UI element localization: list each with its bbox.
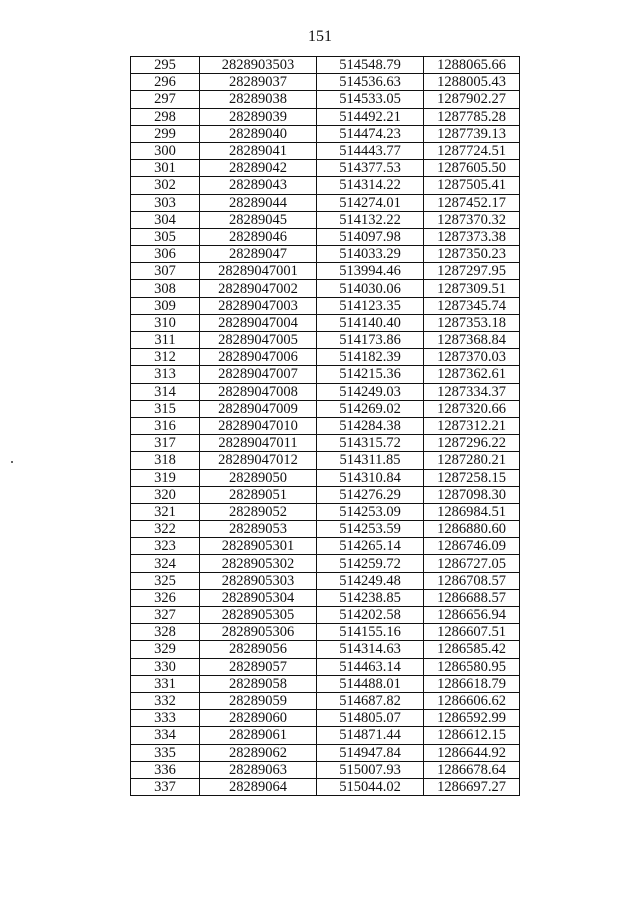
x-coordinate-cell: 514548.79 <box>317 57 424 74</box>
table-row <box>131 400 520 417</box>
x-coordinate-cell: 514033.29 <box>317 246 424 263</box>
point-number-cell: 295 <box>131 57 200 74</box>
point-number-cell: 327 <box>131 607 200 624</box>
point-number-cell: 299 <box>131 125 200 142</box>
table-row <box>131 607 520 624</box>
table-row <box>131 452 520 469</box>
y-coordinate-cell: 1286606.62 <box>424 692 520 709</box>
table-row <box>131 572 520 589</box>
table-row <box>131 332 520 349</box>
x-coordinate-cell: 513994.46 <box>317 263 424 280</box>
point-number-cell: 328 <box>131 624 200 641</box>
point-id-cell: 28289051 <box>200 486 317 503</box>
point-id-cell: 28289037 <box>200 74 317 91</box>
point-number-cell: 331 <box>131 675 200 692</box>
point-number-cell: 325 <box>131 572 200 589</box>
point-number-cell: 319 <box>131 469 200 486</box>
x-coordinate-cell: 514155.16 <box>317 624 424 641</box>
point-id-cell: 28289063 <box>200 761 317 778</box>
table-row <box>131 383 520 400</box>
point-id-cell: 28289040 <box>200 125 317 142</box>
x-coordinate-cell: 514215.36 <box>317 366 424 383</box>
table-row <box>131 417 520 434</box>
point-number-cell: 297 <box>131 91 200 108</box>
point-id-cell: 28289046 <box>200 228 317 245</box>
point-id-cell: 28289047012 <box>200 452 317 469</box>
y-coordinate-cell: 1287362.61 <box>424 366 520 383</box>
y-coordinate-cell: 1287370.03 <box>424 349 520 366</box>
y-coordinate-cell: 1287739.13 <box>424 125 520 142</box>
scan-speck <box>11 461 13 463</box>
point-id-cell: 28289047008 <box>200 383 317 400</box>
y-coordinate-cell: 1287605.50 <box>424 160 520 177</box>
table-row <box>131 349 520 366</box>
x-coordinate-cell: 515007.93 <box>317 761 424 778</box>
x-coordinate-cell: 514492.21 <box>317 108 424 125</box>
y-coordinate-cell: 1286678.64 <box>424 761 520 778</box>
y-coordinate-cell: 1286688.57 <box>424 589 520 606</box>
y-coordinate-cell: 1287320.66 <box>424 400 520 417</box>
y-coordinate-cell: 1287373.38 <box>424 228 520 245</box>
table-row <box>131 761 520 778</box>
x-coordinate-cell: 514265.14 <box>317 538 424 555</box>
y-coordinate-cell: 1287258.15 <box>424 469 520 486</box>
point-number-cell: 335 <box>131 744 200 761</box>
point-number-cell: 313 <box>131 366 200 383</box>
point-id-cell: 28289047010 <box>200 417 317 434</box>
point-number-cell: 302 <box>131 177 200 194</box>
table-row <box>131 538 520 555</box>
point-id-cell: 28289050 <box>200 469 317 486</box>
y-coordinate-cell: 1286644.92 <box>424 744 520 761</box>
table-row <box>131 486 520 503</box>
point-id-cell: 28289044 <box>200 194 317 211</box>
point-number-cell: 334 <box>131 727 200 744</box>
point-id-cell: 28289064 <box>200 778 317 795</box>
table-row <box>131 177 520 194</box>
x-coordinate-cell: 514269.02 <box>317 400 424 417</box>
x-coordinate-cell: 514238.85 <box>317 589 424 606</box>
table-row <box>131 744 520 761</box>
point-id-cell: 2828905306 <box>200 624 317 641</box>
x-coordinate-cell: 514871.44 <box>317 727 424 744</box>
x-coordinate-cell: 514310.84 <box>317 469 424 486</box>
x-coordinate-cell: 514311.85 <box>317 452 424 469</box>
y-coordinate-cell: 1287345.74 <box>424 297 520 314</box>
point-number-cell: 309 <box>131 297 200 314</box>
point-id-cell: 2828905303 <box>200 572 317 589</box>
table-row <box>131 555 520 572</box>
y-coordinate-cell: 1286656.94 <box>424 607 520 624</box>
x-coordinate-cell: 514533.05 <box>317 91 424 108</box>
x-coordinate-cell: 514284.38 <box>317 417 424 434</box>
x-coordinate-cell: 514377.53 <box>317 160 424 177</box>
point-number-cell: 336 <box>131 761 200 778</box>
point-id-cell: 28289047011 <box>200 435 317 452</box>
point-id-cell: 28289047002 <box>200 280 317 297</box>
y-coordinate-cell: 1287902.27 <box>424 91 520 108</box>
table-row <box>131 74 520 91</box>
point-id-cell: 2828905301 <box>200 538 317 555</box>
point-id-cell: 28289043 <box>200 177 317 194</box>
x-coordinate-cell: 514173.86 <box>317 332 424 349</box>
y-coordinate-cell: 1287280.21 <box>424 452 520 469</box>
x-coordinate-cell: 514488.01 <box>317 675 424 692</box>
table-row <box>131 469 520 486</box>
table-row <box>131 641 520 658</box>
point-id-cell: 28289038 <box>200 91 317 108</box>
y-coordinate-cell: 1286618.79 <box>424 675 520 692</box>
point-number-cell: 303 <box>131 194 200 211</box>
y-coordinate-cell: 1287370.32 <box>424 211 520 228</box>
x-coordinate-cell: 514474.23 <box>317 125 424 142</box>
x-coordinate-cell: 514463.14 <box>317 658 424 675</box>
point-id-cell: 28289047007 <box>200 366 317 383</box>
y-coordinate-cell: 1287297.95 <box>424 263 520 280</box>
table-row <box>131 435 520 452</box>
y-coordinate-cell: 1287098.30 <box>424 486 520 503</box>
x-coordinate-cell: 515044.02 <box>317 778 424 795</box>
x-coordinate-cell: 514097.98 <box>317 228 424 245</box>
y-coordinate-cell: 1286984.51 <box>424 503 520 520</box>
point-id-cell: 28289060 <box>200 710 317 727</box>
point-id-cell: 28289045 <box>200 211 317 228</box>
page-number: 151 <box>308 28 332 45</box>
x-coordinate-cell: 514443.77 <box>317 142 424 159</box>
y-coordinate-cell: 1287312.21 <box>424 417 520 434</box>
y-coordinate-cell: 1286880.60 <box>424 521 520 538</box>
point-number-cell: 301 <box>131 160 200 177</box>
table-row <box>131 503 520 520</box>
table-row <box>131 57 520 74</box>
table-row <box>131 589 520 606</box>
table-row <box>131 263 520 280</box>
y-coordinate-cell: 1286697.27 <box>424 778 520 795</box>
x-coordinate-cell: 514315.72 <box>317 435 424 452</box>
point-id-cell: 28289062 <box>200 744 317 761</box>
point-id-cell: 28289059 <box>200 692 317 709</box>
point-number-cell: 329 <box>131 641 200 658</box>
y-coordinate-cell: 1287350.23 <box>424 246 520 263</box>
table-row <box>131 125 520 142</box>
point-number-cell: 311 <box>131 332 200 349</box>
point-id-cell: 28289056 <box>200 641 317 658</box>
table-row <box>131 280 520 297</box>
y-coordinate-cell: 1286727.05 <box>424 555 520 572</box>
point-number-cell: 321 <box>131 503 200 520</box>
point-number-cell: 318 <box>131 452 200 469</box>
point-id-cell: 28289041 <box>200 142 317 159</box>
x-coordinate-cell: 514182.39 <box>317 349 424 366</box>
point-number-cell: 323 <box>131 538 200 555</box>
point-id-cell: 28289047003 <box>200 297 317 314</box>
y-coordinate-cell: 1287785.28 <box>424 108 520 125</box>
point-id-cell: 28289047009 <box>200 400 317 417</box>
table-row <box>131 658 520 675</box>
point-number-cell: 296 <box>131 74 200 91</box>
x-coordinate-cell: 514202.58 <box>317 607 424 624</box>
point-number-cell: 317 <box>131 435 200 452</box>
x-coordinate-cell: 514314.63 <box>317 641 424 658</box>
table-row <box>131 211 520 228</box>
point-number-cell: 300 <box>131 142 200 159</box>
y-coordinate-cell: 1286580.95 <box>424 658 520 675</box>
point-id-cell: 2828905305 <box>200 607 317 624</box>
point-number-cell: 306 <box>131 246 200 263</box>
point-id-cell: 28289061 <box>200 727 317 744</box>
x-coordinate-cell: 514253.59 <box>317 521 424 538</box>
y-coordinate-cell: 1287505.41 <box>424 177 520 194</box>
table-row <box>131 228 520 245</box>
x-coordinate-cell: 514140.40 <box>317 314 424 331</box>
point-number-cell: 314 <box>131 383 200 400</box>
y-coordinate-cell: 1286708.57 <box>424 572 520 589</box>
table-row <box>131 778 520 795</box>
table-row <box>131 160 520 177</box>
point-number-cell: 322 <box>131 521 200 538</box>
table-row <box>131 91 520 108</box>
point-number-cell: 337 <box>131 778 200 795</box>
point-id-cell: 28289039 <box>200 108 317 125</box>
table-row <box>131 108 520 125</box>
table-row <box>131 246 520 263</box>
point-number-cell: 332 <box>131 692 200 709</box>
table-row <box>131 710 520 727</box>
table-row <box>131 366 520 383</box>
table-row <box>131 314 520 331</box>
point-id-cell: 28289047 <box>200 246 317 263</box>
y-coordinate-cell: 1286585.42 <box>424 641 520 658</box>
y-coordinate-cell: 1287334.37 <box>424 383 520 400</box>
point-id-cell: 2828905304 <box>200 589 317 606</box>
x-coordinate-cell: 514805.07 <box>317 710 424 727</box>
y-coordinate-cell: 1287296.22 <box>424 435 520 452</box>
x-coordinate-cell: 514123.35 <box>317 297 424 314</box>
point-id-cell: 28289047004 <box>200 314 317 331</box>
table-row <box>131 521 520 538</box>
point-number-cell: 298 <box>131 108 200 125</box>
point-id-cell: 28289053 <box>200 521 317 538</box>
point-number-cell: 304 <box>131 211 200 228</box>
y-coordinate-cell: 1286746.09 <box>424 538 520 555</box>
point-id-cell: 2828903503 <box>200 57 317 74</box>
point-number-cell: 312 <box>131 349 200 366</box>
table-row <box>131 624 520 641</box>
point-number-cell: 307 <box>131 263 200 280</box>
y-coordinate-cell: 1287724.51 <box>424 142 520 159</box>
point-id-cell: 28289042 <box>200 160 317 177</box>
x-coordinate-cell: 514259.72 <box>317 555 424 572</box>
x-coordinate-cell: 514249.48 <box>317 572 424 589</box>
table-row <box>131 727 520 744</box>
x-coordinate-cell: 514249.03 <box>317 383 424 400</box>
x-coordinate-cell: 514947.84 <box>317 744 424 761</box>
point-number-cell: 316 <box>131 417 200 434</box>
point-number-cell: 305 <box>131 228 200 245</box>
point-number-cell: 310 <box>131 314 200 331</box>
y-coordinate-cell: 1288065.66 <box>424 57 520 74</box>
x-coordinate-cell: 514030.06 <box>317 280 424 297</box>
point-id-cell: 28289047006 <box>200 349 317 366</box>
x-coordinate-cell: 514276.29 <box>317 486 424 503</box>
y-coordinate-cell: 1286607.51 <box>424 624 520 641</box>
point-number-cell: 326 <box>131 589 200 606</box>
point-number-cell: 315 <box>131 400 200 417</box>
y-coordinate-cell: 1286612.15 <box>424 727 520 744</box>
y-coordinate-cell: 1287368.84 <box>424 332 520 349</box>
x-coordinate-cell: 514132.22 <box>317 211 424 228</box>
table-row <box>131 675 520 692</box>
table-row <box>131 142 520 159</box>
x-coordinate-cell: 514536.63 <box>317 74 424 91</box>
point-id-cell: 28289047005 <box>200 332 317 349</box>
y-coordinate-cell: 1288005.43 <box>424 74 520 91</box>
table-row <box>131 194 520 211</box>
x-coordinate-cell: 514253.09 <box>317 503 424 520</box>
point-id-cell: 28289047001 <box>200 263 317 280</box>
point-number-cell: 333 <box>131 710 200 727</box>
y-coordinate-cell: 1286592.99 <box>424 710 520 727</box>
point-number-cell: 308 <box>131 280 200 297</box>
y-coordinate-cell: 1287452.17 <box>424 194 520 211</box>
x-coordinate-cell: 514314.22 <box>317 177 424 194</box>
point-number-cell: 330 <box>131 658 200 675</box>
point-number-cell: 320 <box>131 486 200 503</box>
point-id-cell: 2828905302 <box>200 555 317 572</box>
point-id-cell: 28289057 <box>200 658 317 675</box>
point-number-cell: 324 <box>131 555 200 572</box>
x-coordinate-cell: 514274.01 <box>317 194 424 211</box>
table-row <box>131 297 520 314</box>
coordinates-table <box>130 56 520 796</box>
point-id-cell: 28289058 <box>200 675 317 692</box>
x-coordinate-cell: 514687.82 <box>317 692 424 709</box>
y-coordinate-cell: 1287353.18 <box>424 314 520 331</box>
table-row <box>131 692 520 709</box>
coordinates-table-body <box>131 57 520 796</box>
y-coordinate-cell: 1287309.51 <box>424 280 520 297</box>
point-id-cell: 28289052 <box>200 503 317 520</box>
